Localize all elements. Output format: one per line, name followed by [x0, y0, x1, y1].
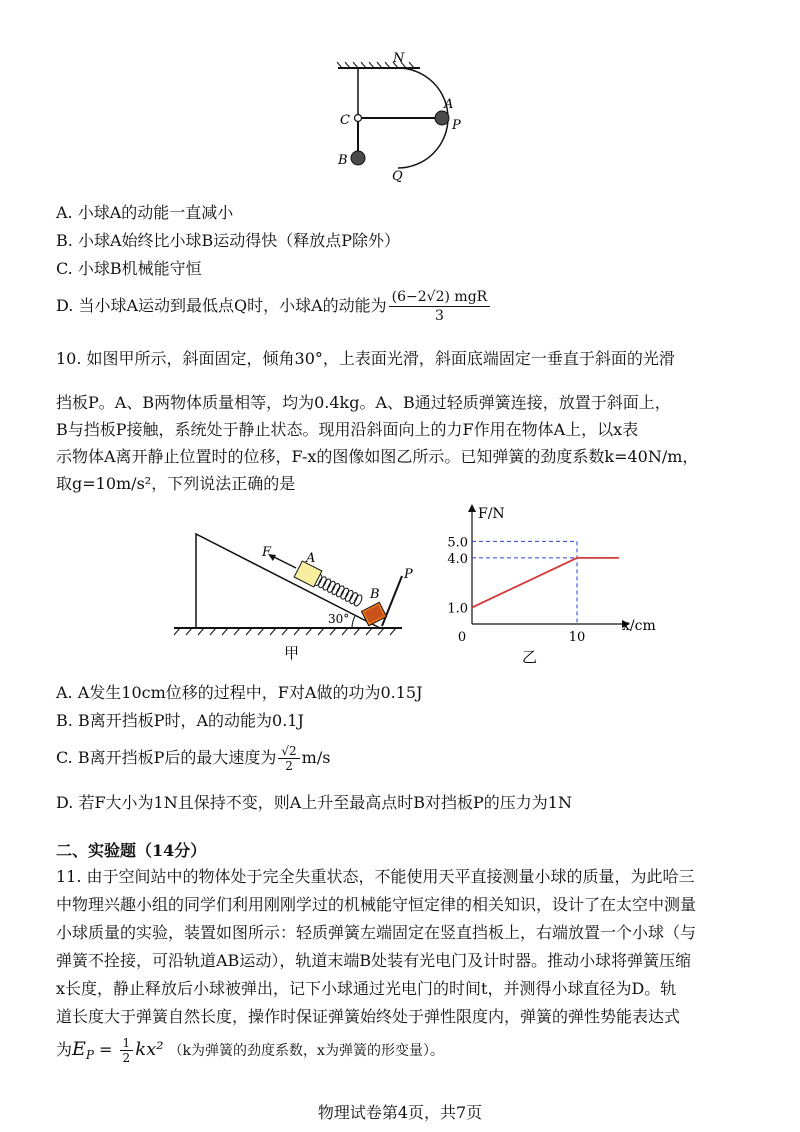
y-axis-label: F/N [478, 506, 505, 522]
label-b: B [370, 587, 380, 602]
option-text: 若F大小为1N且保持不变，则A上升至最高点时B对挡板P的压力为1N [78, 793, 572, 812]
q10-option-a [56, 682, 422, 704]
speed-fraction [278, 744, 299, 773]
q10-option-c [56, 744, 330, 773]
formula-lhs: E [72, 1038, 86, 1060]
section-title: 二、实验题（14分） [56, 841, 207, 860]
option-letter: D. [56, 793, 74, 812]
label-b: B [338, 153, 348, 168]
fraction-denominator: 3 [434, 308, 444, 324]
option-letter: B. [56, 231, 73, 250]
ytick-1: 1.0 [447, 601, 468, 617]
label-f: F [262, 545, 272, 560]
fraction-denominator: 2 [285, 759, 293, 773]
label-p: P [452, 118, 461, 133]
label-c: C [340, 113, 350, 128]
fraction-numerator: (6−2√2) mgR [389, 288, 491, 307]
label-q: Q [392, 169, 403, 184]
ytick-5: 5.0 [447, 535, 468, 551]
option-letter: A. [56, 203, 73, 222]
fraction-numerator: √2 [278, 744, 299, 759]
q10-option-b [56, 710, 304, 732]
page-footer: 物理试卷第4页，共7页 [317, 1103, 483, 1122]
option-letter: D. [56, 296, 74, 315]
formula-prefix: 为 [56, 1040, 73, 1059]
formula-eq: = [93, 1040, 118, 1059]
q11-line-2: 中物理兴趣小组的同学们利用刚刚学过的机械能守恒定律的相关知识，设计了在太空中测量 [56, 895, 697, 914]
q10-line-5: 取g=10m/s²，下列说法正确的是 [56, 474, 296, 493]
unit-text: m/s [301, 748, 331, 767]
incline-figure [170, 522, 420, 672]
xtick-0: 0 [457, 630, 467, 645]
option-text: 当小球A运动到最低点Q时，小球A的动能为 [78, 296, 387, 315]
option-letter: C. [56, 748, 73, 767]
q11-line-3: 小球质量的实验，装置如图所示：轻质弹簧左端固定在竖直挡板上，右端放置一个小球（与 [56, 923, 697, 942]
label-p: P [404, 567, 413, 582]
ball-a [435, 111, 449, 125]
formula-note: （k为弹簧的劲度系数，x为弹簧的形变量）。 [168, 1043, 444, 1059]
half-fraction [120, 1036, 134, 1065]
q10-line-1: 10. 如图甲所示，斜面固定，倾角30°，上表面光滑，斜面底端固定一垂直于斜面的光滑 [56, 349, 675, 368]
q11-line-6: 道长度大于弹簧自然长度，操作时保证弹簧始终处于弹性限度内，弹簧的弹性势能表达式 [56, 1007, 681, 1026]
q11-line-4: 弹簧不拴接，可沿轨道AB运动），轨道末端B处装有光电门及计时器。推动小球将弹簧压缩 [56, 951, 692, 970]
spring [313, 573, 364, 607]
q11-formula-line [56, 1036, 444, 1066]
q11-line-5: x长度，静止释放后小球被弹出，记下小球通过光电门的时间t，并测得小球直径为D。轨 [56, 979, 677, 998]
xtick-10: 10 [568, 630, 586, 645]
option-letter: B. [56, 711, 73, 730]
option-text: 小球A始终比小球B运动得快（释放点P除外） [77, 231, 401, 250]
ytick-4: 4.0 [447, 551, 468, 567]
caption-jia: 甲 [284, 644, 300, 662]
q10-line-3: B与挡板P接触，系统处于静止状态。现用沿斜面向上的力F作用在物体A上，以x表 [56, 420, 639, 439]
label-n: N [393, 51, 405, 66]
q10-line-2: 挡板P。A、B两物体质量相等，均为0.4kg。A、B通过轻质弹簧连接，放置于斜面上， [56, 393, 671, 412]
q9-option-b [56, 230, 400, 252]
q10-option-d [56, 792, 572, 814]
fx-chart [430, 500, 680, 670]
fraction-denominator: 2 [122, 1051, 131, 1065]
series-line [472, 558, 619, 608]
formula-rhs: kx² [135, 1039, 164, 1060]
q9-option-d [56, 288, 492, 325]
label-a: A [444, 97, 454, 112]
option-letter: A. [56, 683, 73, 702]
option-text: 小球B机械能守恒 [77, 259, 202, 278]
q10-line-4: 示物体A离开静止位置时的位移，F-x的图像如图乙所示。已知弹簧的劲度系数k=40N/m， [56, 447, 699, 466]
pendulum-figure [320, 50, 480, 190]
q9-option-c [56, 258, 202, 280]
ke-fraction [389, 288, 491, 325]
fraction-numerator: 1 [120, 1036, 134, 1051]
formula-sub: P [85, 1048, 94, 1063]
x-axis-label: x/cm [622, 618, 656, 634]
q11-line-1: 11. 由于空间站中的物体处于完全失重状态，不能使用天平直接测量小球的质量，为此哈三 [56, 867, 695, 886]
option-text: B离开挡板P后的最大速度为 [77, 748, 277, 767]
ball-b [351, 151, 365, 165]
caption-yi: 乙 [522, 648, 538, 666]
q9-option-a [56, 202, 233, 224]
pivot-c [355, 115, 362, 122]
angle-label: 30° [328, 612, 350, 626]
option-text: 小球A的动能一直减小 [77, 203, 234, 222]
label-a: A [306, 551, 316, 566]
option-text: A发生10cm位移的过程中，F对A做的功为0.15J [77, 683, 423, 702]
option-letter: C. [56, 259, 73, 278]
option-text: B离开挡板P时，A的动能为0.1J [77, 711, 304, 730]
